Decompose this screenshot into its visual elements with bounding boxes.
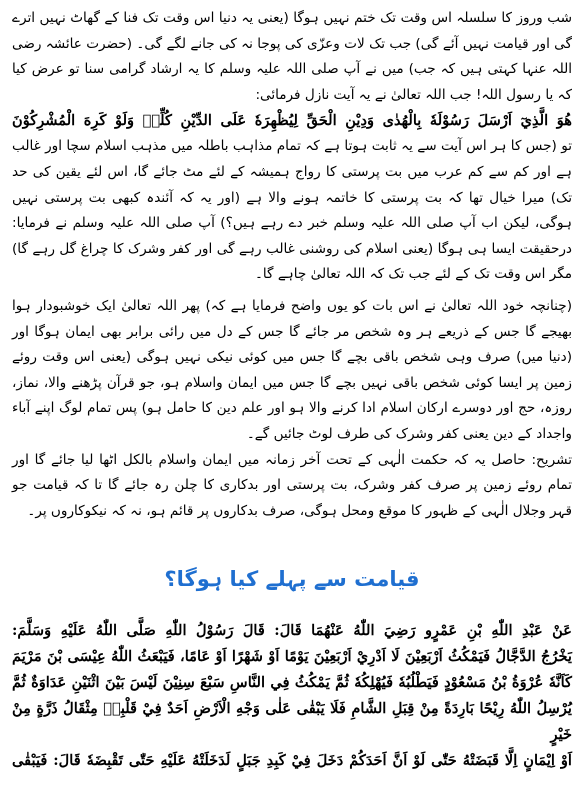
section-heading: قیامت سے پہلے کیا ہوگا؟	[164, 567, 420, 592]
paragraph-3: (چنانچہ خود اللہ تعالیٰ نے اس بات کو یوں واضح فرمایا ہے کہ) پھر اللہ تعالیٰ ایک خوشبودار ہوا بھیجے گا جس کے ذریعے ہر وہ شخص مر جائے گا جس کے دل میں رائی برابر بھی ایمان ہوگا اور (دنیا میں) صرف وہی شخص باقی بچے گا جس میں کوئی نیکی نہیں ہوگی (یعنی اس وقت روئے زمین پر ایسا کوئی شخص باقی نہیں بچے گا جس میں ایمان واسلام ہو، جو قرآن پڑھنے والا، نماز، روزہ، حج اور دوسرے ارکان اسلام ادا کرنے والا ہو اور علم دین کا حامل ہو) پس تمام لوگ اپنے آباء واجداد کے دین یعنی کفر وشرک کی طرف لوٹ جائیں گے۔	[12, 297, 572, 442]
paragraph-2: تو (جس کا ہر اس آیت سے یہ ثابت ہوتا ہے کہ تمام مذاہب باطلہ میں مذہب اسلام سچا اور غالب ہے اور کم سے کم عرب میں بت پرستی کا رواج ہمیشہ کے لئے مٹ جائے گا، اس لئے یقین کی حد تک) میرا خیال تھا کہ بت پرستی کا خاتمہ ہونے والا ہے (اور یہ کہ آئندہ کبھی بت پرستی نہیں ہوگی، لیکن اب آپ صلی اللہ علیہ وسلم خبر دے رہے ہیں؟) آپ صلی اللہ علیہ وسلم نے فرمایا: درحقیقت ایسا ہی ہوگا (یعنی اسلام کی روشنی غالب رہے گی اور کفر وشرک کا چراغ گل رہے گا) مگر اس وقت تک کے لئے جب تک کہ اللہ تعالیٰ چاہے گا۔	[12, 138, 572, 283]
hadith-line: اَوْ اِيْمَانٍ اِلَّا قَبَضَتْهُ حَتّٰى لَوْ اَنَّ اَحَدَكُمْ دَخَلَ فِيْ كَبِدِ جَبَلٍ لَدَخَلَتْهُ عَلَيْهِ حَتّٰى تَقْبِضَهٗ قَالَ: فَيَبْقٰى	[12, 752, 572, 770]
hadith-text	[12, 618, 572, 774]
hadith-line: كَاَنَّهٗ عُرْوَةُ بْنُ مَسْعُوْدٍ فَيَطْلُبُهٗ فَيُهْلِكُهٗ ثُمَّ يَمْكُثُ فِي النَّاسِ سَبْعَ سِنِيْنَ لَيْسَ بَيْنَ اثْنَيْنِ عَدَاوَةٌ ثُمَّ	[12, 674, 572, 692]
hadith-line: عَنْ عَبْدِ اللّٰهِ بْنِ عَمْرٍو رَضِيَ اللّٰهُ عَنْهُمَا قَالَ: قَالَ رَسُوْلُ اللّٰهِ صَلَّى اللّٰهُ عَلَيْهِ وَسَلَّمَ:	[12, 622, 572, 640]
hadith-line: يُرْسِلُ اللّٰهُ رِيْحًا بَارِدَةً مِنْ قِبَلِ الشَّامِ فَلَا يَبْقٰى عَلٰى وَجْهِ الْاَرْضِ اَحَدٌ فِيْ قَلْبِهٖ مِثْقَالُ ذَرَّةٍ مِنْ خَيْرٍ	[12, 700, 572, 744]
hadith-line: يَخْرُجُ الدَّجَّالُ فَيَمْكُثُ اَرْبَعِيْنَ لَا اَدْرِيْ اَرْبَعِيْنَ يَوْمًا اَوْ شَهْرًا اَوْ عَامًا، فَيَبْعَثُ اللّٰهُ عِيْسَى بْنَ مَرْيَمَ	[12, 648, 572, 666]
paragraph-4-explanation: تشریح: حاصل یہ کہ حکمت الٰہی کے تحت آخر زمانہ میں ایمان واسلام بالکل اٹھا لیا جائے گا اور تمام روئے زمین پر صرف کفر وشرک، بت پرستی اور بدکاری کا چلن رہ جائے گا تا کہ قیامت جو قہر وجلال الٰہی کے ظہور کا موقع ومحل ہوگی، صرف بدکاروں پر قائم ہو، نہ کہ نیکوکاروں پر۔	[12, 451, 572, 519]
quran-verse: هُوَ الَّذِيٓ اَرْسَلَ رَسُوْلَهٗ بِالْهُدٰى وَدِيْنِ الْحَقِّ لِيُظْهِرَهٗ عَلَى الدِّيْنِ كُلِّهٖ وَلَوْ كَرِهَ الْمُشْرِكُوْنَ	[12, 112, 572, 130]
paragraph-1: شب وروز کا سلسلہ اس وقت تک ختم نہیں ہوگا (یعنی یہ دنیا اس وقت تک فنا کے گھاٹ نہیں اترے گی اور قیامت نہیں آئے گی) جب تک لات وعزّی کی پوجا نہ کی جانے لگے گی۔ (حضرت عائشہ رضی اللہ عنہا کہتی ہیں کہ جب) میں نے آپ صلی اللہ علیہ وسلم کا یہ ارشاد گرامی سنا تو عرض کیا کہ یا رسول اللہ! جب اللہ تعالیٰ نے یہ آیت نازل فرمائی:	[12, 10, 572, 103]
